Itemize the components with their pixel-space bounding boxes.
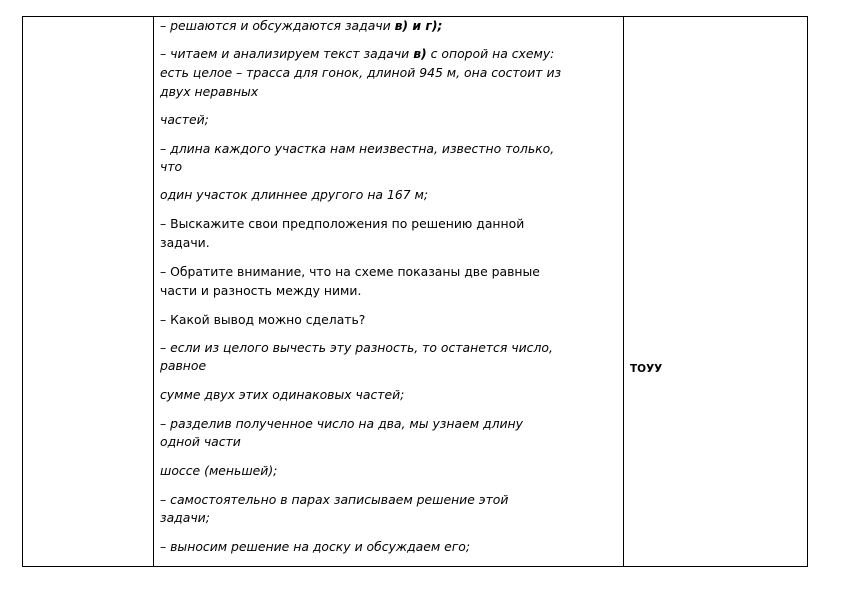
text-line: – Обратите внимание, что на схеме показаны две равные [160,264,540,279]
text-line: – читаем и анализируем текст задачи в) с опорой на схему: [160,46,555,61]
text-line: что [160,159,183,174]
text-line: – Какой вывод можно сделать? [160,312,366,327]
table-left-border [22,16,23,567]
column-divider-2 [623,16,624,567]
text-line: – решаются и обсуждаются задачи в) и г); [160,18,443,33]
text-line: один участок длиннее другого на 167 м; [160,187,429,202]
column-divider-1 [153,16,154,567]
text-line: – длина каждого участка нам неизвестна, известно только, [160,141,555,156]
table-right-border [807,16,808,567]
text-line: – Выскажите свои предположения по решению данной [160,216,525,231]
text-line: – выносим решение на доску и обсуждаем его; [160,539,471,554]
table-bottom-border [22,566,808,567]
text-line: есть целое – трасса для гонок, длиной 945 м, она состоит из [160,65,562,80]
text-line: задачи; [160,510,210,525]
text-line: части и разность между ними. [160,283,362,298]
text-line: сумме двух этих одинаковых частей; [160,387,405,402]
text-line: двух неравных [160,84,259,99]
text-line: – разделив полученное число на два, мы узнаем длину [160,416,523,431]
text-line: задачи. [160,235,210,250]
text-line: шоссе (меньшей); [160,463,278,478]
text-line: равное [160,358,207,373]
uud-label: ТОУУ [630,363,663,375]
text-line: частей; [160,112,209,127]
text-line: одной части [160,434,241,449]
text-line: – самостоятельно в парах записываем решение этой [160,492,509,507]
text-line: – если из целого вычесть эту разность, то останется число, [160,340,553,355]
